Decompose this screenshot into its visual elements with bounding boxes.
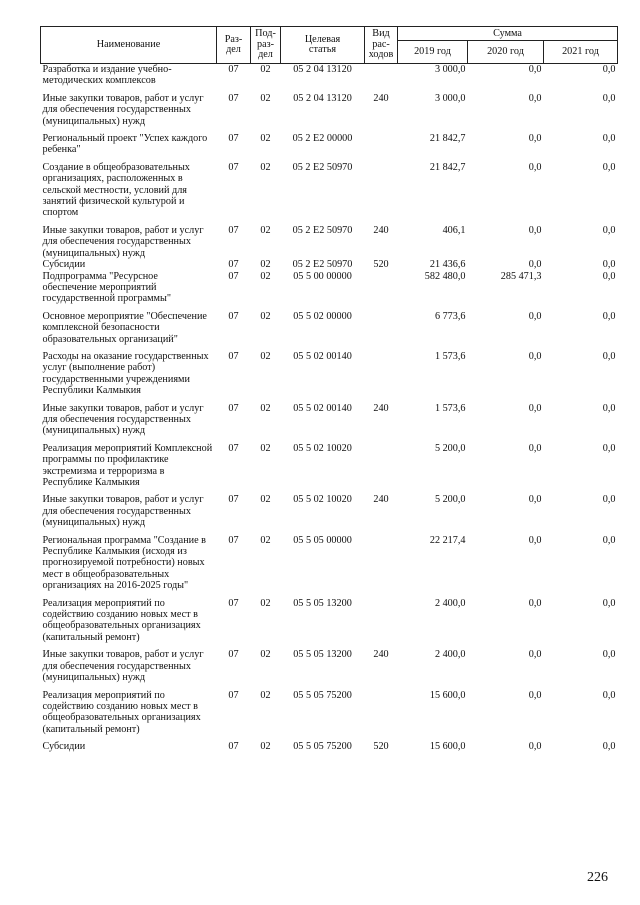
row-statya: 05 5 05 00000 bbox=[293, 534, 352, 546]
row-razdel: 07 bbox=[228, 402, 239, 414]
row-podrazdel: 02 bbox=[260, 133, 271, 145]
row-name: Реализация мероприятий Комплексной программы по профилактике экстремизма и терроризма в Республике Калмыкия bbox=[42, 442, 213, 488]
row-podrazdel: 02 bbox=[260, 270, 271, 282]
row-name: Иные закупки товаров, работ и услуг для обеспечения государственных (муниципальных) нужд bbox=[42, 224, 204, 259]
row-statya: 05 2 E2 50970 bbox=[292, 224, 353, 236]
header-statya: Целевая статья bbox=[281, 27, 365, 64]
table-row bbox=[41, 735, 618, 752]
table-row bbox=[41, 397, 618, 437]
header-year-2021: 2021 год bbox=[544, 41, 618, 64]
row-podrazdel: 02 bbox=[260, 402, 271, 414]
row-podrazdel: 02 bbox=[260, 689, 271, 701]
row-vid: 240 bbox=[373, 494, 389, 506]
row-statya: 05 2 04 13120 bbox=[293, 64, 352, 75]
row-vid bbox=[365, 305, 398, 345]
row-podrazdel: 02 bbox=[260, 534, 271, 546]
row-sum-2021: 0,0 bbox=[602, 270, 616, 282]
row-sum-2019: 3 000,0 bbox=[434, 64, 466, 75]
row-podrazdel: 02 bbox=[260, 597, 271, 609]
row-vid: 240 bbox=[373, 402, 389, 414]
row-podrazdel: 02 bbox=[260, 92, 271, 104]
table-row bbox=[41, 127, 618, 156]
row-sum-2020: 0,0 bbox=[528, 92, 542, 104]
row-name: Основное мероприятие "Обеспечение комплексной безопасности образовательных организаций" bbox=[42, 310, 207, 345]
table-row bbox=[41, 592, 618, 644]
row-podrazdel: 02 bbox=[260, 64, 271, 75]
row-statya: 05 5 02 10020 bbox=[293, 442, 352, 454]
row-razdel: 07 bbox=[228, 597, 239, 609]
row-sum-2019: 582 480,0 bbox=[424, 270, 466, 282]
table-row bbox=[41, 156, 618, 219]
row-podrazdel: 02 bbox=[260, 649, 271, 661]
row-sum-2019: 22 217,4 bbox=[429, 534, 466, 546]
row-statya: 05 5 05 13200 bbox=[293, 597, 352, 609]
row-sum-2019: 6 773,6 bbox=[434, 310, 466, 322]
table-header bbox=[41, 27, 618, 64]
row-podrazdel: 02 bbox=[260, 310, 271, 322]
row-podrazdel: 02 bbox=[260, 741, 271, 753]
row-sum-2019: 21 436,6 bbox=[429, 259, 466, 271]
row-sum-2021: 0,0 bbox=[602, 494, 616, 506]
row-statya: 05 5 02 10020 bbox=[293, 494, 352, 506]
row-razdel: 07 bbox=[228, 741, 239, 753]
row-statya: 05 5 05 13200 bbox=[293, 649, 352, 661]
row-vid bbox=[365, 684, 398, 736]
row-statya: 05 5 02 00140 bbox=[293, 402, 352, 414]
header-podrazdel: Под- раз- дел bbox=[251, 27, 281, 64]
row-sum-2020: 0,0 bbox=[528, 64, 542, 75]
row-name: Иные закупки товаров, работ и услуг для обеспечения государственных (муниципальных) нужд bbox=[42, 649, 204, 684]
row-name: Разработка и издание учебно-методических комплексов bbox=[42, 64, 172, 87]
row-statya: 05 5 02 00000 bbox=[293, 310, 352, 322]
row-sum-2021: 0,0 bbox=[602, 310, 616, 322]
row-sum-2019: 3 000,0 bbox=[434, 92, 466, 104]
row-sum-2020: 0,0 bbox=[528, 350, 542, 362]
row-sum-2021: 0,0 bbox=[602, 92, 616, 104]
row-sum-2021: 0,0 bbox=[602, 597, 616, 609]
budget-sheet bbox=[40, 26, 617, 753]
row-name: Иные закупки товаров, работ и услуг для обеспечения государственных (муниципальных) нужд bbox=[42, 92, 204, 127]
row-statya: 05 5 00 00000 bbox=[293, 270, 352, 282]
table-row bbox=[41, 488, 618, 528]
header-vid: Вид рас- ходов bbox=[365, 27, 398, 64]
header-year-2020: 2020 год bbox=[468, 41, 544, 64]
row-vid: 240 bbox=[373, 92, 389, 104]
row-sum-2020: 0,0 bbox=[528, 741, 542, 753]
row-vid bbox=[365, 127, 398, 156]
row-sum-2020: 0,0 bbox=[528, 649, 542, 661]
row-podrazdel: 02 bbox=[260, 350, 271, 362]
row-razdel: 07 bbox=[228, 259, 239, 271]
row-sum-2021: 0,0 bbox=[602, 689, 616, 701]
row-sum-2019: 21 842,7 bbox=[429, 133, 466, 145]
row-sum-2021: 0,0 bbox=[602, 649, 616, 661]
row-statya: 05 2 04 13120 bbox=[293, 92, 352, 104]
table-row bbox=[41, 305, 618, 345]
table-row bbox=[41, 219, 618, 259]
row-razdel: 07 bbox=[228, 442, 239, 454]
row-sum-2020: 0,0 bbox=[528, 494, 542, 506]
row-sum-2019: 5 200,0 bbox=[434, 442, 466, 454]
table-row bbox=[41, 437, 618, 489]
row-sum-2020: 0,0 bbox=[528, 161, 542, 173]
row-vid bbox=[365, 592, 398, 644]
row-vid: 240 bbox=[373, 224, 389, 236]
row-vid bbox=[365, 271, 398, 305]
row-vid bbox=[365, 529, 398, 592]
row-name: Субсидии bbox=[42, 741, 86, 753]
row-podrazdel: 02 bbox=[260, 259, 271, 271]
row-razdel: 07 bbox=[228, 494, 239, 506]
row-name: Региональный проект "Успех каждого ребенка" bbox=[42, 133, 208, 156]
row-sum-2020: 0,0 bbox=[528, 442, 542, 454]
row-sum-2020: 0,0 bbox=[528, 259, 542, 271]
row-sum-2021: 0,0 bbox=[602, 161, 616, 173]
row-vid bbox=[365, 345, 398, 397]
table-row bbox=[41, 643, 618, 683]
row-vid bbox=[365, 437, 398, 489]
row-razdel: 07 bbox=[228, 64, 239, 75]
row-podrazdel: 02 bbox=[260, 442, 271, 454]
row-sum-2021: 0,0 bbox=[602, 224, 616, 236]
row-vid: 520 bbox=[373, 741, 389, 753]
row-sum-2019: 15 600,0 bbox=[429, 689, 466, 701]
row-name: Региональная программа "Создание в Республике Калмыкия (исходя из прогнозируемой потребности) новых мест в общеобразовательных организациях на 2016-2025 годы" bbox=[42, 534, 206, 592]
row-razdel: 07 bbox=[228, 689, 239, 701]
table-row bbox=[41, 345, 618, 397]
row-sum-2019: 21 842,7 bbox=[429, 161, 466, 173]
header-summa: Сумма bbox=[398, 27, 618, 41]
row-statya: 05 5 02 00140 bbox=[293, 350, 352, 362]
row-razdel: 07 bbox=[228, 534, 239, 546]
row-sum-2020: 0,0 bbox=[528, 133, 542, 145]
row-sum-2020: 0,0 bbox=[528, 597, 542, 609]
row-sum-2019: 406,1 bbox=[442, 224, 466, 236]
row-sum-2019: 15 600,0 bbox=[429, 741, 466, 753]
row-name: Реализация мероприятий по содействию созданию новых мест в общеобразовательных организациях (капитальный ремонт) bbox=[42, 597, 201, 643]
row-sum-2019: 1 573,6 bbox=[434, 350, 466, 362]
table-row bbox=[41, 259, 618, 270]
row-sum-2020: 0,0 bbox=[528, 689, 542, 701]
row-statya: 05 2 E2 50970 bbox=[292, 161, 353, 173]
row-sum-2021: 0,0 bbox=[602, 350, 616, 362]
row-vid bbox=[365, 156, 398, 219]
row-razdel: 07 bbox=[228, 92, 239, 104]
table-row bbox=[41, 64, 618, 87]
header-razdel: Раз- дел bbox=[217, 27, 251, 64]
row-name: Реализация мероприятий по содействию созданию новых мест в общеобразовательных организациях (капитальный ремонт) bbox=[42, 689, 201, 735]
header-name: Наименование bbox=[41, 27, 217, 64]
row-name: Создание в общеобразовательных организациях, расположенных в сельской местности, условий для занятий физической культурой и спортом bbox=[42, 161, 190, 219]
row-sum-2020: 0,0 bbox=[528, 310, 542, 322]
budget-table bbox=[40, 26, 618, 753]
row-vid: 240 bbox=[373, 649, 389, 661]
row-razdel: 07 bbox=[228, 224, 239, 236]
table-row bbox=[41, 271, 618, 305]
row-statya: 05 2 E2 00000 bbox=[292, 133, 353, 145]
row-razdel: 07 bbox=[228, 310, 239, 322]
row-statya: 05 5 05 75200 bbox=[293, 741, 352, 753]
table-row bbox=[41, 529, 618, 592]
row-vid: 520 bbox=[373, 259, 389, 271]
row-statya: 05 2 E2 50970 bbox=[292, 259, 353, 271]
row-razdel: 07 bbox=[228, 649, 239, 661]
row-sum-2019: 5 200,0 bbox=[434, 494, 466, 506]
row-sum-2019: 2 400,0 bbox=[434, 597, 466, 609]
row-name: Подпрограмма "Ресурсное обеспечение мероприятий государственной программы" bbox=[42, 270, 171, 305]
row-sum-2021: 0,0 bbox=[602, 442, 616, 454]
row-sum-2021: 0,0 bbox=[602, 534, 616, 546]
row-sum-2020: 0,0 bbox=[528, 534, 542, 546]
table-body bbox=[41, 64, 618, 753]
row-razdel: 07 bbox=[228, 161, 239, 173]
row-sum-2020: 0,0 bbox=[528, 224, 542, 236]
row-sum-2021: 0,0 bbox=[602, 64, 616, 75]
row-name: Расходы на оказание государственных услуг (выполнение работ) государственными учреждениями Республики Калмыкия bbox=[42, 350, 209, 397]
row-podrazdel: 02 bbox=[260, 161, 271, 173]
row-sum-2019: 1 573,6 bbox=[434, 402, 466, 414]
row-sum-2021: 0,0 bbox=[602, 741, 616, 753]
row-sum-2021: 0,0 bbox=[602, 402, 616, 414]
row-razdel: 07 bbox=[228, 270, 239, 282]
row-statya: 05 5 05 75200 bbox=[293, 689, 352, 701]
row-podrazdel: 02 bbox=[260, 494, 271, 506]
table-row bbox=[41, 87, 618, 127]
row-razdel: 07 bbox=[228, 133, 239, 145]
row-podrazdel: 02 bbox=[260, 224, 271, 236]
row-vid bbox=[365, 64, 398, 87]
row-sum-2020: 0,0 bbox=[528, 402, 542, 414]
row-sum-2019: 2 400,0 bbox=[434, 649, 466, 661]
row-sum-2021: 0,0 bbox=[602, 133, 616, 145]
row-razdel: 07 bbox=[228, 350, 239, 362]
row-name: Иные закупки товаров, работ и услуг для обеспечения государственных (муниципальных) нужд bbox=[42, 494, 204, 529]
row-name: Субсидии bbox=[42, 259, 86, 271]
row-sum-2020: 285 471,3 bbox=[500, 270, 542, 282]
page-number: 226 bbox=[587, 870, 608, 885]
header-year-2019: 2019 год bbox=[398, 41, 468, 64]
row-name: Иные закупки товаров, работ и услуг для обеспечения государственных (муниципальных) нужд bbox=[42, 402, 204, 437]
table-row bbox=[41, 684, 618, 736]
row-sum-2021: 0,0 bbox=[602, 259, 616, 271]
